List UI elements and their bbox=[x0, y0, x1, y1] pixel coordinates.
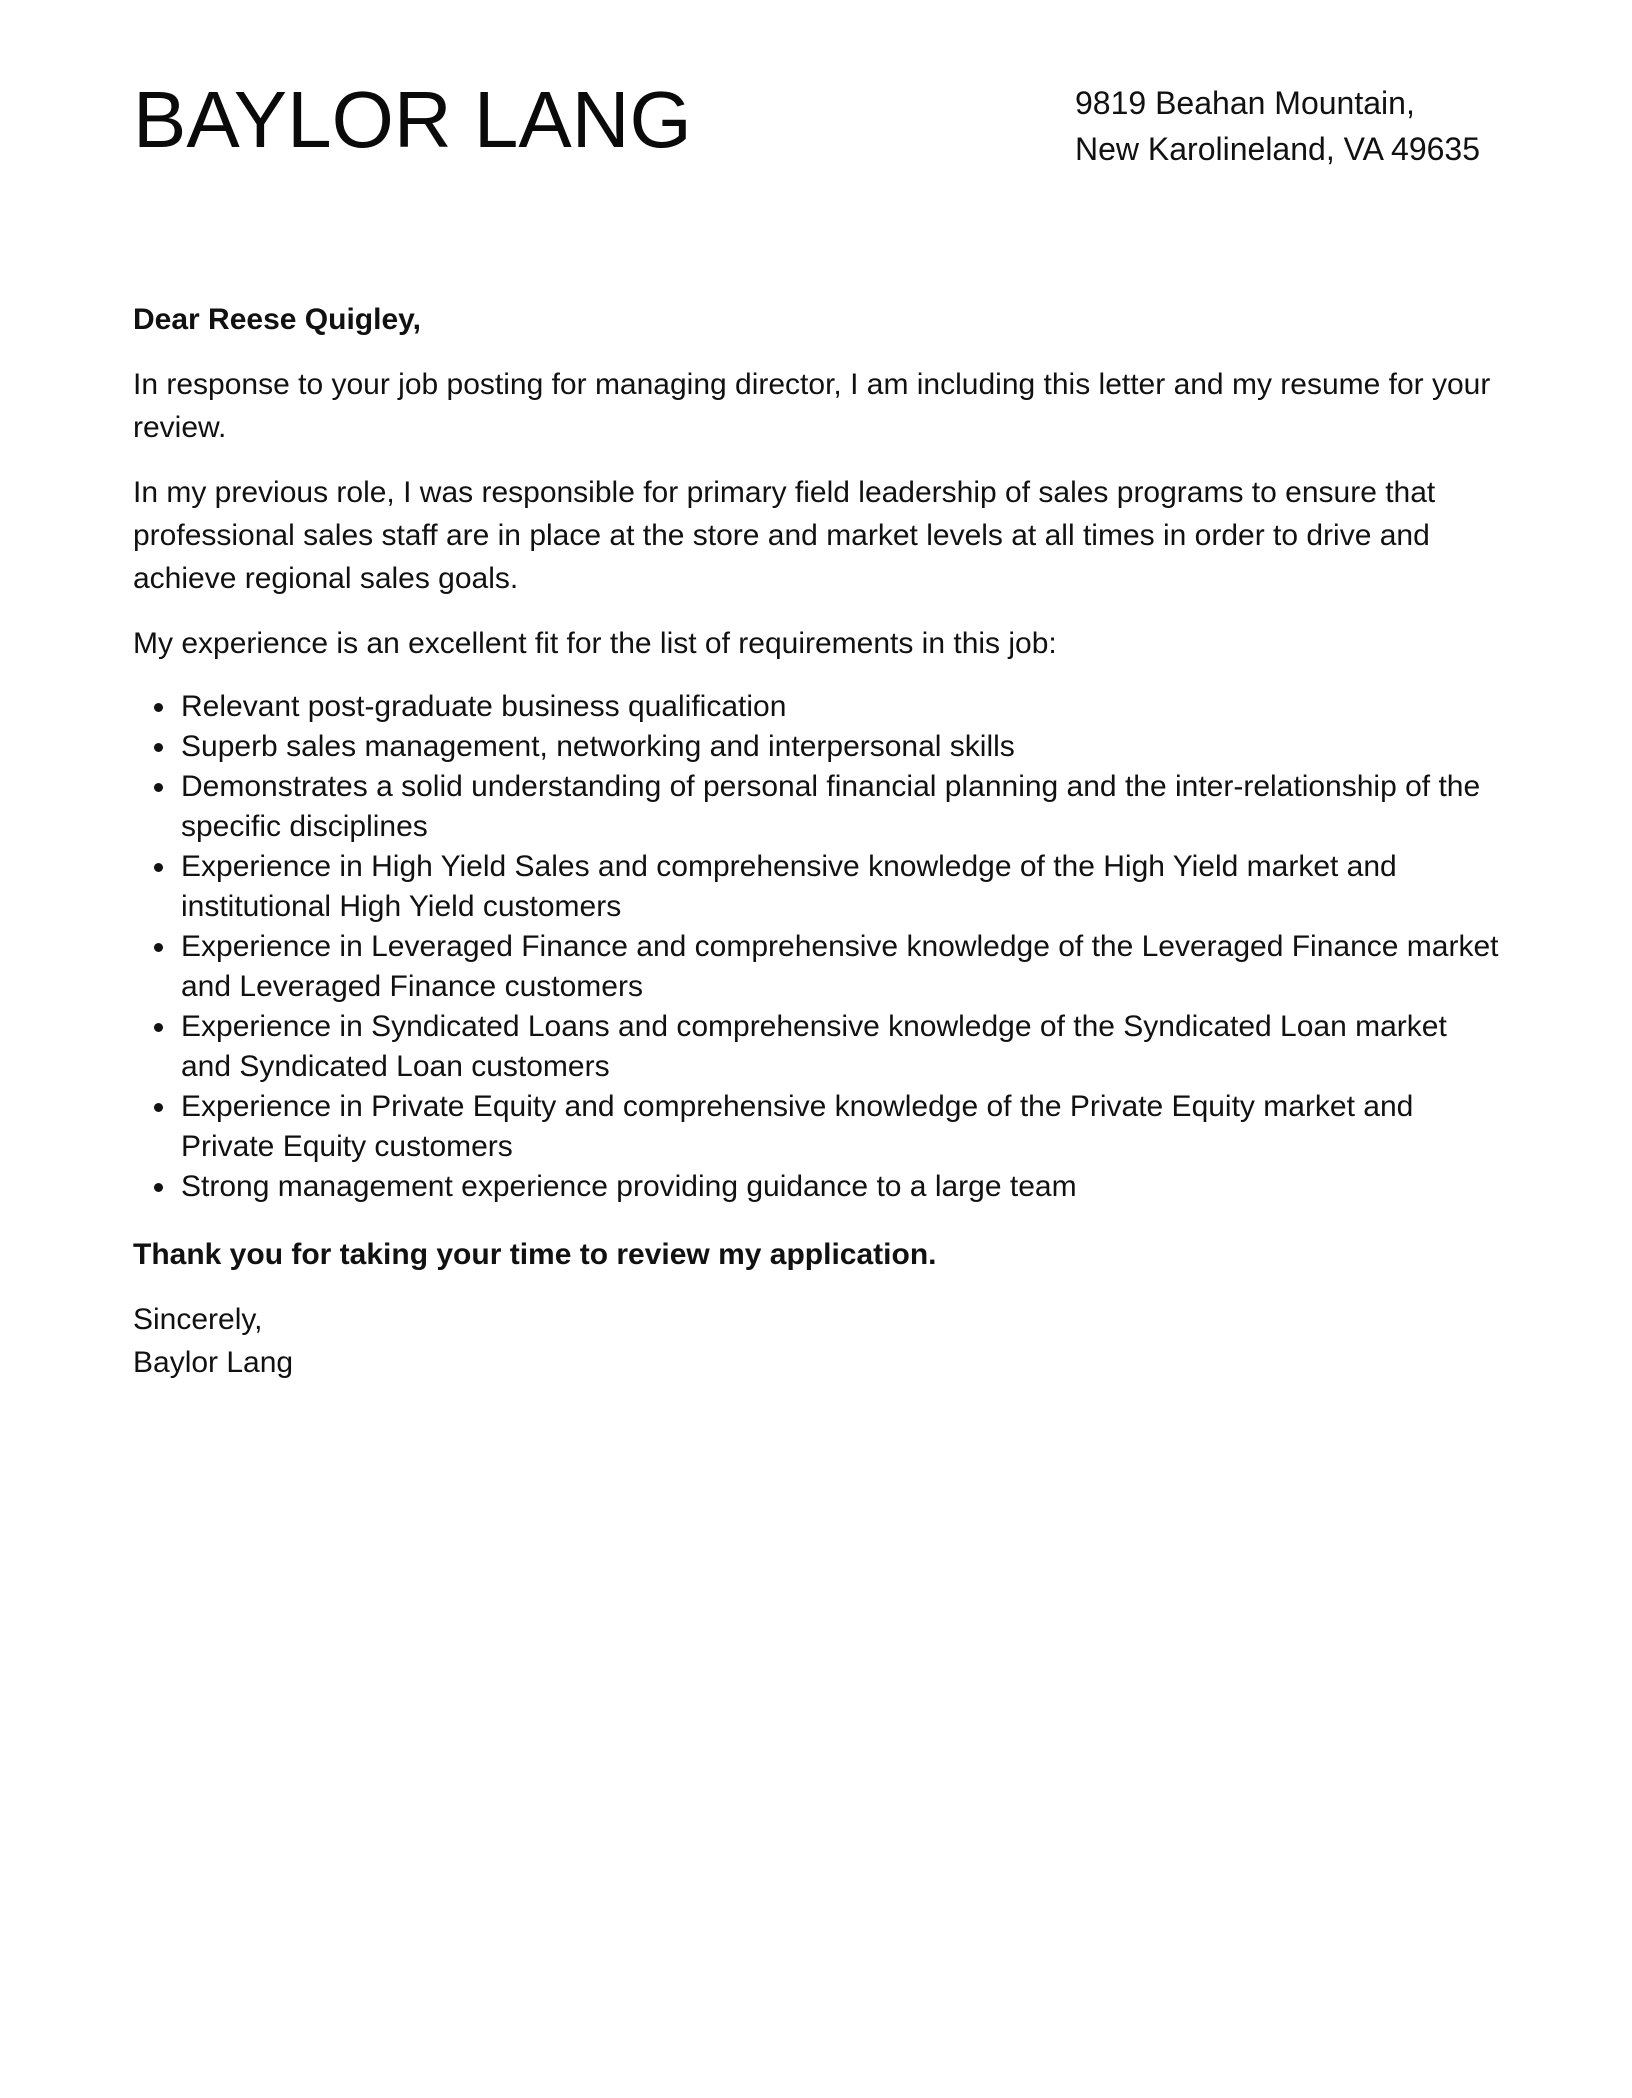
list-item bbox=[133, 687, 1499, 727]
list-item-text: Strong management experience providing guidance to a large team bbox=[181, 1170, 1077, 1203]
bullet-icon bbox=[154, 743, 163, 752]
bullet-icon bbox=[154, 703, 163, 712]
list-item-text: Experience in High Yield Sales and comprehensive knowledge of the High Yield market and institutional High Yield customers bbox=[181, 850, 1397, 923]
list-item-text: Experience in Syndicated Loans and comprehensive knowledge of the Syndicated Loan market and Syndicated Loan customers bbox=[181, 1010, 1447, 1083]
list-item bbox=[133, 1007, 1499, 1087]
experience-paragraph: In my previous role, I was responsible for primary field leadership of sales programs to ensure that professional sales staff are in place at the store and market levels at all times in order to drive and achieve regional sales goals. bbox=[133, 476, 1436, 595]
list-item bbox=[133, 927, 1499, 1007]
address-line-2: New Karolineland, VA 49635 bbox=[1075, 131, 1481, 167]
salutation: Dear Reese Quigley, bbox=[133, 303, 421, 336]
address-line-1: 9819 Beahan Mountain, bbox=[1075, 85, 1415, 121]
list-item-text: Relevant post-graduate business qualification bbox=[181, 690, 787, 723]
list-item-text: Demonstrates a solid understanding of personal financial planning and the inter-relationship of the specific disciplines bbox=[181, 770, 1481, 843]
signature-name: Baylor Lang bbox=[133, 1346, 294, 1379]
bullet-icon bbox=[154, 1023, 163, 1032]
bullet-icon bbox=[154, 863, 163, 872]
sign-off bbox=[133, 1298, 1499, 1384]
list-item bbox=[133, 727, 1499, 767]
list-item-text: Experience in Leveraged Finance and comprehensive knowledge of the Leveraged Finance market and Leveraged Finance customers bbox=[181, 930, 1499, 1003]
list-item bbox=[133, 1087, 1499, 1167]
letter-header bbox=[133, 70, 1499, 180]
bullet-icon bbox=[154, 1183, 163, 1192]
requirements-list bbox=[133, 687, 1499, 1207]
bullet-icon bbox=[154, 783, 163, 792]
letter-body bbox=[133, 298, 1499, 1384]
intro-paragraph: In response to your job posting for managing director, I am including this letter and my resume for your review. bbox=[133, 368, 1491, 444]
thank-you-line: Thank you for taking your time to review my application. bbox=[133, 1238, 937, 1271]
list-item-text: Superb sales management, networking and interpersonal skills bbox=[181, 730, 1015, 763]
list-item bbox=[133, 847, 1499, 927]
bullet-icon bbox=[154, 1103, 163, 1112]
list-item bbox=[133, 767, 1499, 847]
list-item-text: Experience in Private Equity and comprehensive knowledge of the Private Equity market and Private Equity customers bbox=[181, 1090, 1414, 1163]
applicant-address bbox=[1075, 80, 1480, 172]
closing-word: Sincerely, bbox=[133, 1303, 263, 1336]
bullet-icon bbox=[154, 943, 163, 952]
requirements-intro: My experience is an excellent fit for the list of requirements in this job: bbox=[133, 627, 1057, 660]
applicant-name: BAYLOR LANG bbox=[133, 75, 692, 164]
list-item bbox=[133, 1167, 1499, 1207]
